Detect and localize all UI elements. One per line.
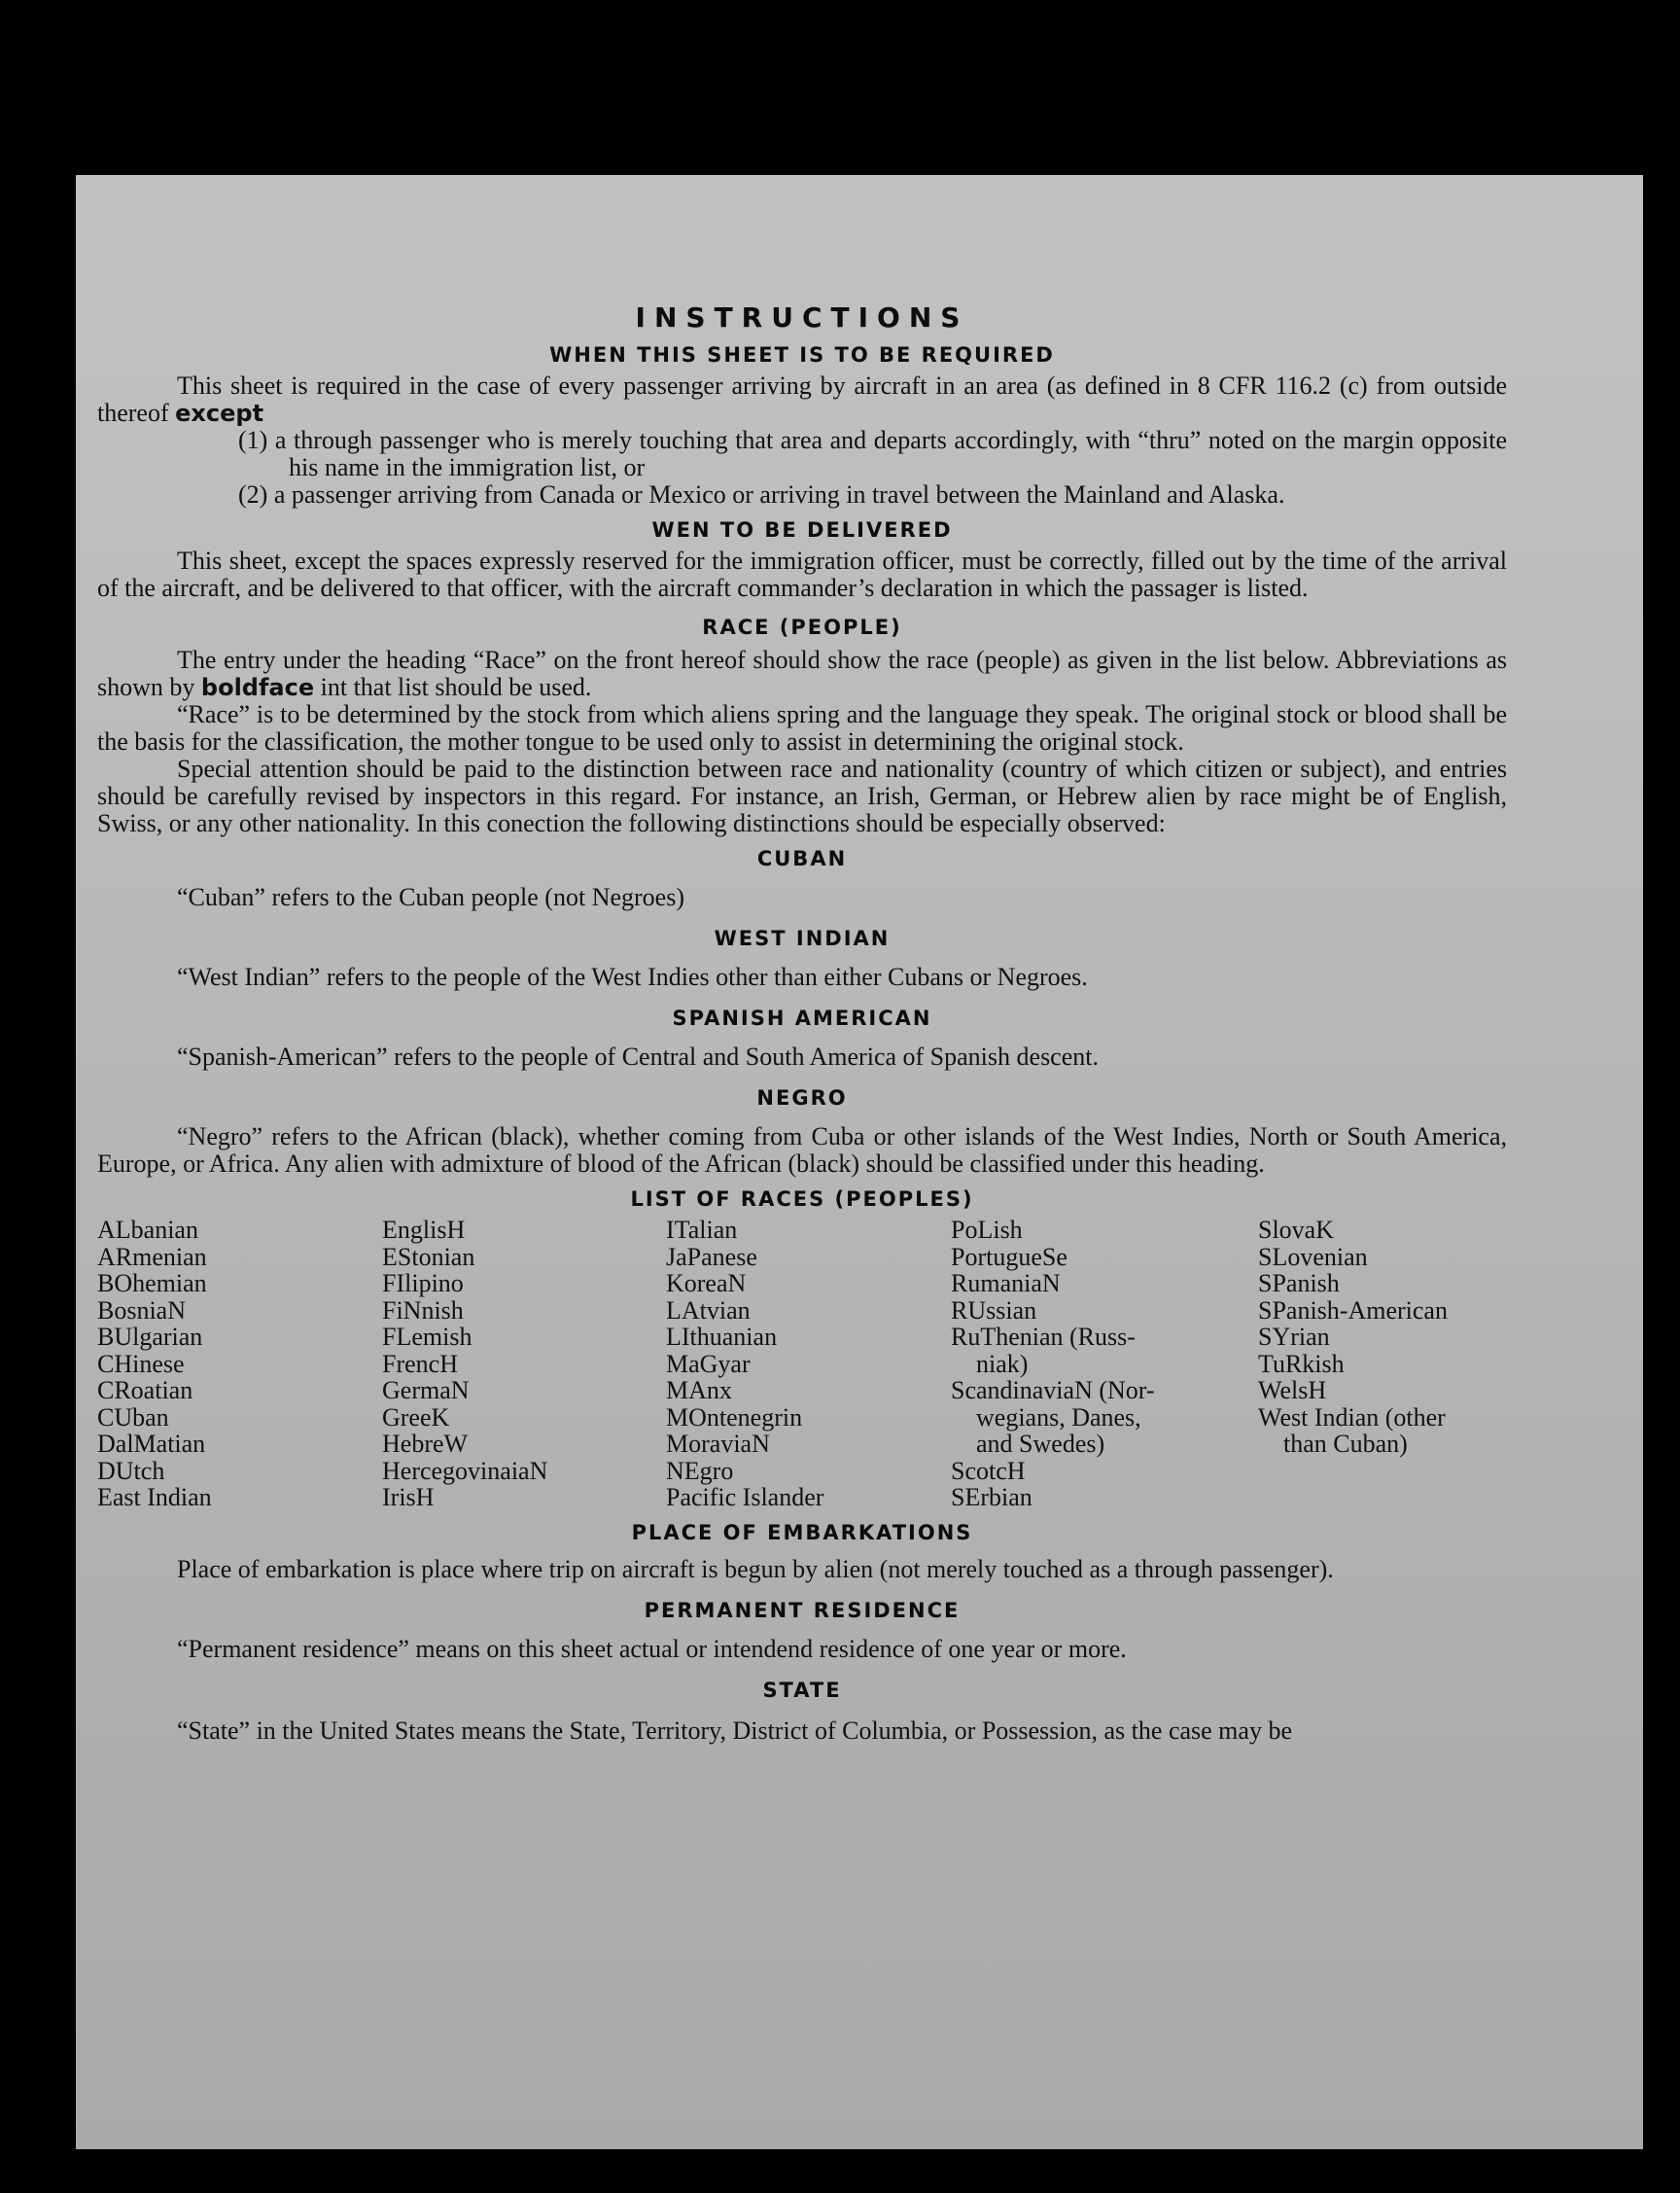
race-item: ITalian bbox=[666, 1216, 738, 1244]
race-item: JaPanese bbox=[666, 1242, 757, 1271]
race-item: RumaniaN bbox=[951, 1269, 1061, 1297]
race-item: RUssian bbox=[951, 1295, 1037, 1325]
race-item: BOhemian bbox=[97, 1269, 207, 1297]
race-item: EnglisH bbox=[382, 1216, 466, 1244]
race-item: WelsH bbox=[1258, 1376, 1327, 1404]
race-item: BUlgarian bbox=[97, 1323, 203, 1351]
permanent-residence-text: “Permanent residence” means on this sheet actual or intendend residence of one year or more. bbox=[177, 1634, 1127, 1663]
when-intro: This sheet is required in the case of every passenger arriving by aircraft in an area (as defined in 8 CFR 116.2 (c) from outside thereof bbox=[97, 371, 1507, 427]
west-indian-heading: WEST INDIAN bbox=[714, 927, 891, 950]
race-item: Pacific Islander bbox=[666, 1483, 824, 1511]
races-column-1 bbox=[97, 1217, 382, 1511]
negro-heading: NEGRO bbox=[756, 1086, 848, 1110]
negro-text: “Negro” refers to the African (black), whether coming from Cuba or other islands of the West Indies, North or South America, Europe, or Africa. Any alien with admixture of blood of the African (black) should be classified under this heading. bbox=[97, 1122, 1507, 1178]
race-item: NEgro bbox=[666, 1456, 734, 1485]
race-item: DalMatian bbox=[97, 1430, 206, 1458]
cuban-heading: CUBAN bbox=[756, 847, 848, 870]
race-item: MOntenegrin bbox=[666, 1402, 803, 1432]
race-item: GreeK bbox=[382, 1402, 450, 1432]
race-item: LIthuanian bbox=[666, 1323, 778, 1351]
race-item: KoreaN bbox=[666, 1269, 747, 1297]
when-required-text bbox=[97, 372, 1507, 427]
race-item: FiNnish bbox=[382, 1295, 464, 1325]
race-paragraph-1 bbox=[97, 647, 1507, 701]
spanish-american-heading: SPANISH AMERICAN bbox=[672, 1007, 932, 1030]
race-item: SErbian bbox=[951, 1483, 1032, 1511]
race-p1a: The entry under the heading “Race” on the front hereof should show the race (people) as given in the list below. Abbreviations as shown by bbox=[97, 646, 1507, 701]
race-item: TuRkish bbox=[1258, 1349, 1345, 1378]
permanent-residence-heading: PERMANENT RESIDENCE bbox=[644, 1598, 961, 1622]
race-item: FIlipino bbox=[382, 1269, 464, 1297]
state-heading: STATE bbox=[762, 1678, 842, 1702]
race-item: FrencH bbox=[382, 1349, 458, 1378]
when-required-heading: WHEN THIS SHEET IS TO BE REQUIRED bbox=[549, 343, 1055, 367]
page-title: INSTRUCTIONS bbox=[635, 301, 969, 334]
race-item: FLemish bbox=[382, 1323, 472, 1351]
race-heading: RACE (PEOPLE) bbox=[702, 616, 902, 639]
race-item: CUban bbox=[97, 1402, 169, 1432]
when-item-2: (2) a passenger arriving from Canada or Mexico or arriving in travel between the Mainland and Alaska. bbox=[238, 480, 1285, 509]
race-item: ScandinaviaN (Nor- bbox=[951, 1376, 1155, 1404]
when-delivered-text: This sheet, except the spaces expressly reserved for the immigration officer, must be correctly, filled out by the time of the arrival of the aircraft, and be delivered to that officer, with the aircraft commander’s declaration in which the passager is listed. bbox=[97, 547, 1507, 602]
race-paragraph-2: “Race” is to be determined by the stock from which aliens spring and the language they speak. The original stock or blood shall be the basis for the classification, the mother tongue to be used only to assist in determining the original stock. bbox=[97, 700, 1507, 756]
race-item: PortugueSe bbox=[951, 1242, 1068, 1271]
race-item: CRoatian bbox=[97, 1376, 193, 1404]
race-item: East Indian bbox=[97, 1483, 212, 1511]
race-item: SPanish-American bbox=[1258, 1295, 1448, 1325]
west-indian-text: “West Indian” refers to the people of the West Indies other than either Cubans or Negroes. bbox=[177, 963, 1088, 991]
race-item: SlovaK bbox=[1258, 1216, 1334, 1244]
race-item: SLovenian bbox=[1258, 1242, 1368, 1271]
race-item: niak) bbox=[951, 1349, 1029, 1378]
race-item: PoLish bbox=[951, 1216, 1023, 1244]
race-item: LAtvian bbox=[666, 1295, 751, 1325]
race-p1b: int that list should be used. bbox=[320, 673, 592, 701]
list-of-races-heading: LIST OF RACES (PEOPLES) bbox=[630, 1187, 974, 1211]
race-paragraph-3: Special attention should be paid to the distinction between race and nationality (country of which citizen or subject), and entries should be carefully revised by inspectors in this regard. For instance, an Irish, German, or Hebrew alien by race might be of English, Swiss, or any other nationality. In this conection the following distinctions should be especially observed: bbox=[97, 755, 1507, 837]
race-item: SPanish bbox=[1258, 1269, 1340, 1297]
spanish-american-text: “Spanish-American” refers to the people of Central and South America of Spanish descent. bbox=[177, 1043, 1099, 1071]
cuban-text: “Cuban” refers to the Cuban people (not Negroes) bbox=[177, 883, 684, 911]
races-column-5 bbox=[1258, 1217, 1511, 1511]
races-list bbox=[97, 1217, 1507, 1511]
race-item: HebreW bbox=[382, 1430, 469, 1458]
place-of-embarkation-heading: PLACE OF EMBARKATIONS bbox=[631, 1520, 973, 1544]
race-item: HercegovinaiaN bbox=[382, 1456, 548, 1485]
race-item: BosniaN bbox=[97, 1295, 186, 1325]
race-item: DUtch bbox=[97, 1456, 165, 1485]
race-item: MAnx bbox=[666, 1376, 732, 1404]
race-item: EStonian bbox=[382, 1242, 475, 1271]
race-item: MaGyar bbox=[666, 1349, 751, 1378]
race-item: SYrian bbox=[1258, 1323, 1330, 1351]
race-item: CHinese bbox=[97, 1349, 185, 1378]
race-item: RuThenian (Russ- bbox=[951, 1323, 1136, 1351]
when-item-1: (1) a through passenger who is merely touching that area and departs accordingly, with “thru” noted on the margin opposite his name in the immigration list, or bbox=[238, 426, 1507, 481]
race-item: ARmenian bbox=[97, 1242, 207, 1271]
race-item: ScotcH bbox=[951, 1456, 1026, 1485]
when-delivered-heading: WEN TO BE DELIVERED bbox=[651, 518, 953, 542]
race-item: MoraviaN bbox=[666, 1430, 770, 1458]
race-item: wegians, Danes, bbox=[951, 1402, 1141, 1432]
races-column-3 bbox=[666, 1217, 951, 1511]
place-of-embarkation-text: Place of embarkation is place where trip on aircraft is begun by alien (not merely touched as a through passenger). bbox=[177, 1554, 1334, 1583]
races-column-4 bbox=[951, 1217, 1258, 1511]
race-item: than Cuban) bbox=[1258, 1430, 1408, 1458]
race-item: ALbanian bbox=[97, 1216, 198, 1244]
race-item: GermaN bbox=[382, 1376, 470, 1404]
instruction-sheet bbox=[76, 175, 1643, 2149]
races-column-2 bbox=[382, 1217, 666, 1511]
boldface-word: boldface bbox=[200, 674, 315, 701]
race-item: IrisH bbox=[382, 1483, 435, 1511]
state-text: “State” in the United States means the State, Territory, District of Columbia, or Possession, as the case may be bbox=[177, 1715, 1292, 1745]
except-word: except bbox=[175, 400, 264, 427]
race-item: and Swedes) bbox=[951, 1430, 1105, 1458]
race-item: West Indian (other bbox=[1258, 1402, 1446, 1432]
